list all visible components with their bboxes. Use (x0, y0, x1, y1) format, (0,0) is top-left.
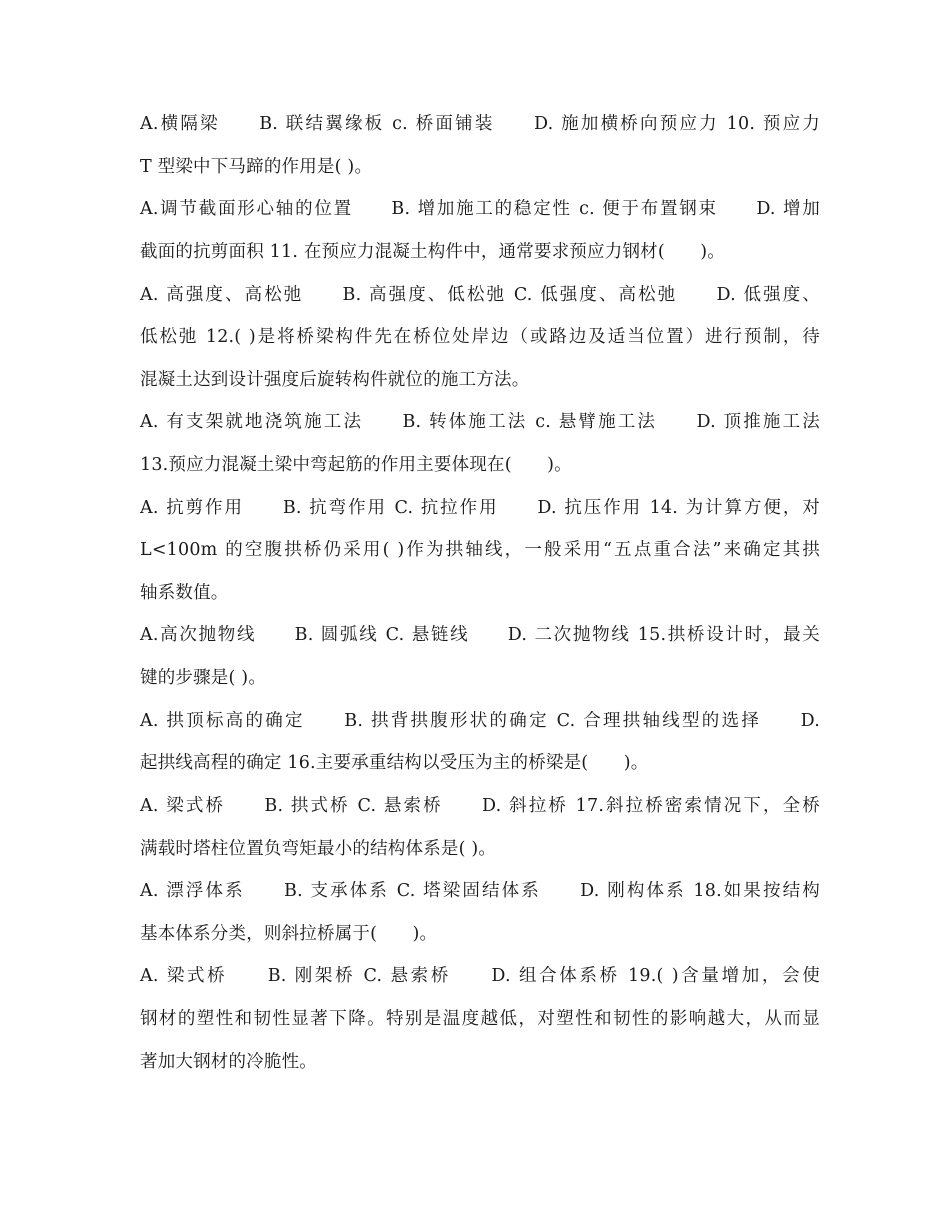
text-line: A.调节截面形心轴的位置 B. 增加施工的稳定性 c. 便于布置钢束 D. 增加 (140, 199, 820, 219)
text-line: 著加大钢材的冷脆性。 (140, 1052, 317, 1072)
text-line: 满载时塔柱位置负弯矩最小的结构体系是( )。 (140, 839, 497, 859)
text-line: A. 有支架就地浇筑施工法 B. 转体施工法 c. 悬臂施工法 D. 顶推施工法 (140, 412, 820, 432)
text-line: 起拱线高程的确定 16.主要承重结构以受压为主的桥梁是( )。 (140, 753, 649, 773)
text-line: A. 高强度、高松弛 B. 高强度、低松弛 C. 低强度、高松弛 D. 低强度、 (140, 285, 820, 305)
text-line: 基本体系分类，则斜拉桥属于( )。 (140, 924, 438, 944)
text-line: 13.预应力混凝土梁中弯起筋的作用主要体现在( )。 (140, 455, 572, 475)
text-line: L<100m 的空腹拱桥仍采用( )作为拱轴线，一般采用“五点重合法”来确定其拱 (140, 540, 820, 560)
text-line: A.高次抛物线 B. 圆弧线 C. 悬链线 D. 二次抛物线 15.拱桥设计时，最关 (140, 625, 820, 645)
text-line: A. 拱顶标高的确定 B. 拱背拱腹形状的确定 C. 合理拱轴线型的选择 D. (140, 711, 820, 731)
text-line: A. 梁式桥 B. 拱式桥 C. 悬索桥 D. 斜拉桥 17.斜拉桥密索情况下，全桥 (140, 796, 820, 816)
text-line: 轴系数值。 (140, 583, 229, 603)
text-line: A. 抗剪作用 B. 抗弯作用 C. 抗拉作用 D. 抗压作用 14. 为计算方便，对 (140, 498, 820, 518)
text-line: 低松弛 12.( )是将桥梁构件先在桥位处岸边（或路边及适当位置）进行预制，待 (140, 327, 820, 347)
text-line: A. 漂浮体系 B. 支承体系 C. 塔梁固结体系 D. 刚构体系 18.如果按结构 (140, 881, 820, 901)
text-line: T 型梁中下马蹄的作用是( )。 (140, 157, 373, 177)
text-line: 钢材的塑性和韧性显著下降。特别是温度越低，对塑性和韧性的影响越大，从而显 (140, 1009, 820, 1029)
text-line: 截面的抗剪面积 11. 在预应力混凝土构件中，通常要求预应力钢材( )。 (140, 242, 726, 262)
text-line: 键的步骤是( )。 (140, 668, 267, 688)
text-line: A. 梁式桥 B. 刚架桥 C. 悬索桥 D. 组合体系桥 19.( )含量增加，会使 (140, 966, 820, 986)
text-line: 混凝土达到设计强度后旋转构件就位的施工方法。 (140, 370, 530, 390)
text-line: A.横隔梁 B. 联结翼缘板 c. 桥面铺装 D. 施加横桥向预应力 10. 预应力 (140, 114, 820, 134)
